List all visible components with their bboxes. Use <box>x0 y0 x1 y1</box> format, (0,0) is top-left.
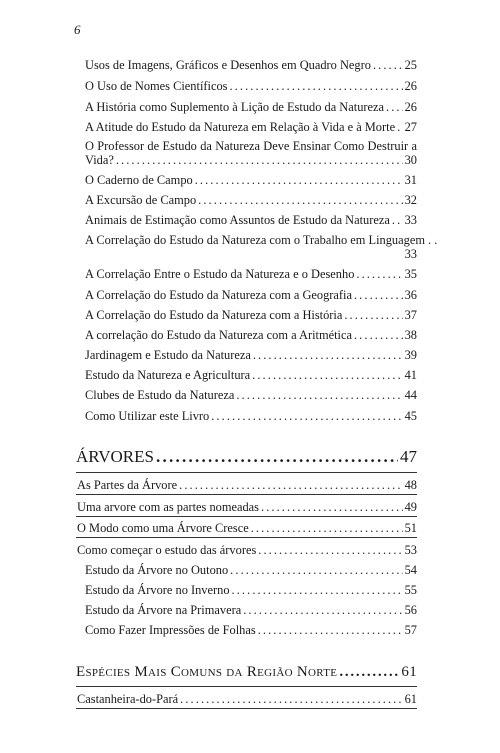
toc-entry-title: As Partes da Árvore <box>77 478 178 492</box>
toc-entry-page: 25 <box>404 58 417 72</box>
toc-entry-page: 33 <box>404 247 417 261</box>
dot-leader <box>354 287 403 303</box>
toc-entry-title: Como começar o estudo das árvores <box>77 543 257 557</box>
toc-entry[interactable] <box>77 499 417 515</box>
toc-entry-title: A Correlação do Estudo da Natureza com a História <box>85 308 343 322</box>
toc-entry-page: 35 <box>404 267 417 281</box>
dot-leader <box>236 387 402 403</box>
toc-entry-page: 56 <box>404 603 417 617</box>
toc-entry-page: 57 <box>404 623 417 637</box>
dot-leader <box>258 622 403 638</box>
dot-leader <box>211 408 402 424</box>
dot-leader <box>354 327 403 343</box>
section-title: ÁRVORES <box>76 447 154 466</box>
dot-leader <box>252 367 402 383</box>
toc-entry-title: Como Utilizar este Livro <box>85 409 210 423</box>
dot-leader <box>386 99 403 115</box>
toc-entry-page: 61 <box>404 692 417 706</box>
toc-entry-title: Jardinagem e Estudo da Natureza <box>85 348 251 362</box>
entry-divider <box>76 537 417 538</box>
toc-entry-title: O Caderno de Campo <box>85 173 193 187</box>
toc-entry-page: 41 <box>404 368 417 382</box>
toc-entry-wrapped[interactable] <box>85 139 417 167</box>
toc-entry-title: Estudo da Árvore na Primavera <box>85 603 242 617</box>
toc-entry-title: Animais de Estimação como Assuntos de Estudo da Natureza <box>85 213 390 227</box>
dot-leader <box>344 307 402 323</box>
toc-entry-title: Clubes de Estudo da Natureza <box>85 388 235 402</box>
toc-entry[interactable] <box>85 408 417 424</box>
toc-entry[interactable] <box>85 99 417 115</box>
dot-leader <box>251 520 403 536</box>
dot-leader <box>253 347 403 363</box>
section-heading-arvores[interactable] <box>76 447 417 467</box>
toc-entry-page: 45 <box>404 409 417 423</box>
toc-entry-page: 26 <box>404 79 417 93</box>
toc-entry-page: 36 <box>404 288 417 302</box>
dot-leader <box>179 477 402 493</box>
toc-entry-page: 33 <box>404 213 417 227</box>
section-divider <box>76 472 417 473</box>
toc-entry[interactable] <box>85 582 417 598</box>
toc-entry[interactable] <box>85 287 417 303</box>
toc-entry[interactable] <box>77 542 417 558</box>
section-title: Espécies Mais Comuns da Região Norte <box>76 664 338 680</box>
toc-entry[interactable] <box>77 520 417 536</box>
toc-entry[interactable] <box>85 367 417 383</box>
section-divider <box>76 686 417 687</box>
toc-entry-page: 48 <box>404 478 417 492</box>
toc-entry-title: A Correlação Entre o Estudo da Natureza e o Desenho <box>85 267 355 281</box>
toc-entry[interactable] <box>85 562 417 578</box>
toc-entry[interactable] <box>85 172 417 188</box>
toc-entry-wrapped[interactable] <box>85 233 438 261</box>
toc-entry-title: A Excursão de Campo <box>85 193 197 207</box>
toc-entry-title: Estudo da Natureza e Agricultura <box>85 368 251 382</box>
toc-entry[interactable] <box>85 192 417 208</box>
dot-leader <box>258 542 402 558</box>
dot-leader <box>180 691 402 707</box>
toc-entry-page: 53 <box>404 543 417 557</box>
toc-entry-page: 38 <box>404 328 417 342</box>
toc-entry-page: 55 <box>404 583 417 597</box>
toc-entry[interactable] <box>85 78 417 94</box>
page-number: 6 <box>74 22 81 37</box>
toc-entry-page: 32 <box>404 193 417 207</box>
toc-entry[interactable] <box>85 57 417 73</box>
toc-entry-page: 27 <box>404 120 417 134</box>
toc-entry[interactable] <box>85 212 417 228</box>
toc-entry-title: Estudo da Árvore no Inverno <box>85 583 230 597</box>
toc-entry-title: O Uso de Nomes Científicos <box>85 79 228 93</box>
dot-leader <box>243 602 402 618</box>
toc-entry-page: 54 <box>404 563 417 577</box>
toc-entry-title: A correlação do Estudo da Natureza com a Aritmética <box>85 328 352 342</box>
toc-entry-title: A História como Suplemento à Lição de Estudo da Natureza <box>85 100 385 114</box>
toc-entry[interactable] <box>85 307 417 323</box>
dot-leader <box>356 266 402 282</box>
toc-entry[interactable] <box>77 691 417 707</box>
toc-entry-title: A Correlação do Estudo da Natureza com a Geografia <box>85 288 352 302</box>
section-page: 47 <box>400 447 417 466</box>
toc-entry-title: Castanheira-do-Pará <box>77 692 179 706</box>
dot-leader <box>339 662 399 682</box>
toc-entry-page: 51 <box>404 521 417 535</box>
dot-leader <box>232 582 403 598</box>
dot-leader <box>198 192 402 208</box>
toc-entry[interactable] <box>85 387 417 403</box>
toc-entry-title: Usos de Imagens, Gráficos e Desenhos em Quadro Negro <box>85 58 371 72</box>
toc-entry-title: A Atitude do Estudo da Natureza em Relação à Vida e à Morte <box>85 120 396 134</box>
toc-entry-page: 49 <box>404 500 417 514</box>
toc-entry[interactable] <box>77 477 417 493</box>
toc-entry-page: 44 <box>404 388 417 402</box>
entry-divider <box>76 494 417 495</box>
dot-leader <box>156 447 398 467</box>
dot-leader <box>229 78 402 94</box>
toc-entry-title-line1: A Correlação do Estudo da Natureza com o Trabalho em Linguagem . . <box>85 233 438 247</box>
toc-entry-title-line2: Vida? <box>85 153 114 167</box>
toc-entry-title: Estudo da Árvore no Outono <box>85 563 229 577</box>
entry-divider <box>76 708 417 709</box>
toc-entry-page: 31 <box>404 173 417 187</box>
dot-leader <box>195 172 403 188</box>
toc-entry[interactable] <box>85 266 417 282</box>
dot-leader <box>373 57 403 73</box>
dot-leader <box>261 499 403 515</box>
dot-leader <box>392 212 403 228</box>
entry-divider <box>76 516 417 517</box>
dot-leader <box>116 153 403 167</box>
toc-entry-page: 39 <box>404 348 417 362</box>
toc-entry-page: 37 <box>404 308 417 322</box>
toc-entry-page: 26 <box>404 100 417 114</box>
toc-entry[interactable] <box>85 622 417 638</box>
section-heading-especies[interactable] <box>76 662 417 682</box>
toc-entry[interactable] <box>85 119 417 135</box>
dot-leader <box>230 562 402 578</box>
toc-entry[interactable] <box>85 602 417 618</box>
toc-entry-title: Uma arvore com as partes nomeadas <box>77 500 259 514</box>
toc-entry[interactable] <box>85 327 417 343</box>
dot-leader <box>397 119 403 135</box>
toc-entry-title-line1: O Professor de Estudo da Natureza Deve Ensinar Como Destruir a <box>85 139 417 153</box>
toc-entry-title: Como Fazer Impressões de Folhas <box>85 623 256 637</box>
toc-entry-page: 30 <box>404 153 417 167</box>
toc-entry[interactable] <box>85 347 417 363</box>
section-page: 61 <box>401 664 417 680</box>
toc-entry-title: O Modo como uma Árvore Cresce <box>77 521 249 535</box>
